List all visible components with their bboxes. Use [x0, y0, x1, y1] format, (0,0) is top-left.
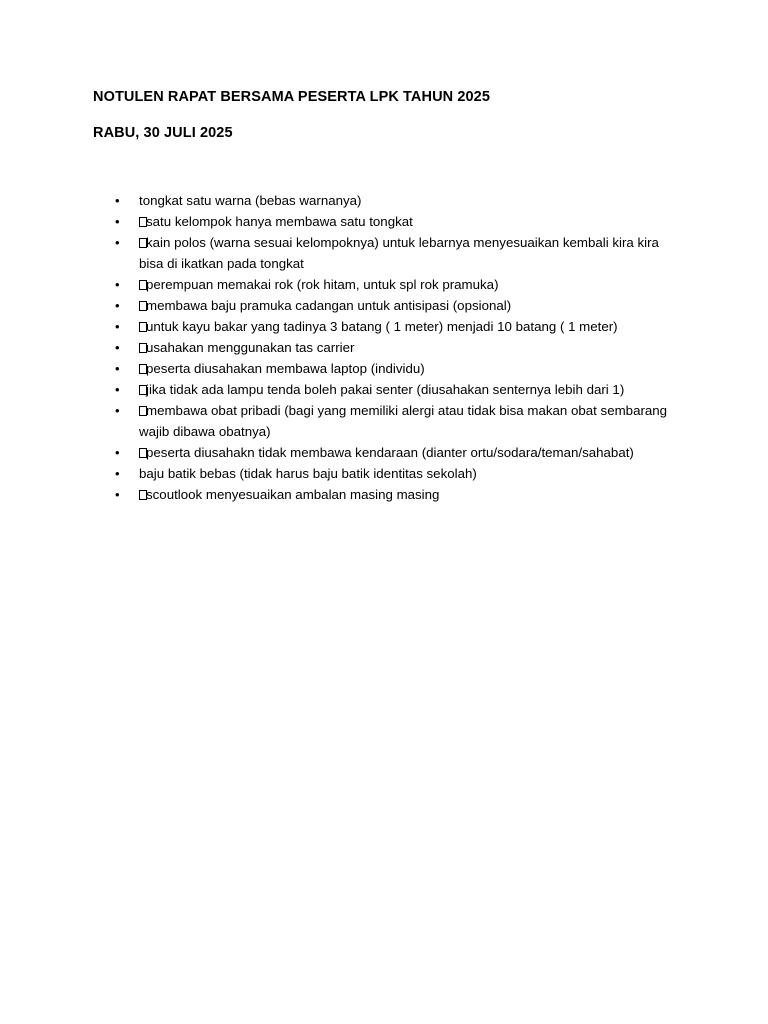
list-item — [0, 400, 679, 442]
bullet-icon: • — [115, 277, 120, 292]
list-item — [0, 442, 679, 463]
document-title: NOTULEN RAPAT BERSAMA PESERTA LPK TAHUN 2025 — [93, 89, 491, 105]
list-item-text: usahakan menggunakan tas carrier — [146, 340, 355, 355]
list-item-text: perempuan memakai rok (rok hitam, untuk spl rok pramuka) — [146, 277, 499, 292]
list-item — [0, 316, 679, 337]
list-item-text: membawa baju pramuka cadangan untuk antisipasi (opsional) — [146, 298, 512, 313]
bullet-icon: • — [115, 466, 120, 481]
list-item-text: tongkat satu warna (bebas warnanya) — [139, 193, 362, 208]
list-item-text: peserta diusahakan membawa laptop (individu) — [146, 361, 425, 376]
list-item — [0, 274, 679, 295]
bullet-list — [0, 190, 768, 505]
list-item-text: satu kelompok hanya membawa satu tongkat — [146, 214, 413, 229]
list-item-text: scoutlook menyesuaikan ambalan masing masing — [146, 487, 440, 502]
bullet-icon: • — [115, 298, 120, 313]
bullet-icon: • — [115, 193, 120, 208]
list-item — [0, 463, 679, 484]
bullet-icon: • — [115, 382, 120, 397]
list-item — [0, 232, 679, 274]
list-item — [0, 358, 679, 379]
bullet-icon: • — [115, 214, 120, 229]
bullet-icon: • — [115, 403, 120, 418]
list-item-text: peserta diusahakn tidak membawa kendaraan (dianter ortu/sodara/teman/sahabat) — [146, 445, 634, 460]
list-item-text: membawa obat pribadi (bagi yang memiliki alergi atau tidak bisa makan obat sembarang wajib dibawa obatnya) — [139, 403, 668, 439]
meeting-date: RABU, 30 JULI 2025 — [93, 125, 233, 141]
list-item — [0, 337, 679, 358]
bullet-icon: • — [115, 340, 120, 355]
list-item — [0, 190, 679, 211]
bullet-icon: • — [115, 361, 120, 376]
list-item — [0, 484, 679, 505]
bullet-icon: • — [115, 487, 120, 502]
list-item-text: untuk kayu bakar yang tadinya 3 batang ( 1 meter) menjadi 10 batang ( 1 meter) — [146, 319, 618, 334]
bullet-icon: • — [115, 319, 120, 334]
list-item-text: kain polos (warna sesuai kelompoknya) untuk lebarnya menyesuaikan kembali kira kira bisa di ikatkan pada tongkat — [139, 235, 659, 271]
bullet-icon: • — [115, 235, 120, 250]
list-item — [0, 211, 679, 232]
list-item — [0, 379, 679, 400]
list-item-text: jika tidak ada lampu tenda boleh pakai senter (diusahakan senternya lebih dari 1) — [146, 382, 625, 397]
list-item-text: baju batik bebas (tidak harus baju batik identitas sekolah) — [139, 466, 477, 481]
bullet-icon: • — [115, 445, 120, 460]
list-item — [0, 295, 679, 316]
